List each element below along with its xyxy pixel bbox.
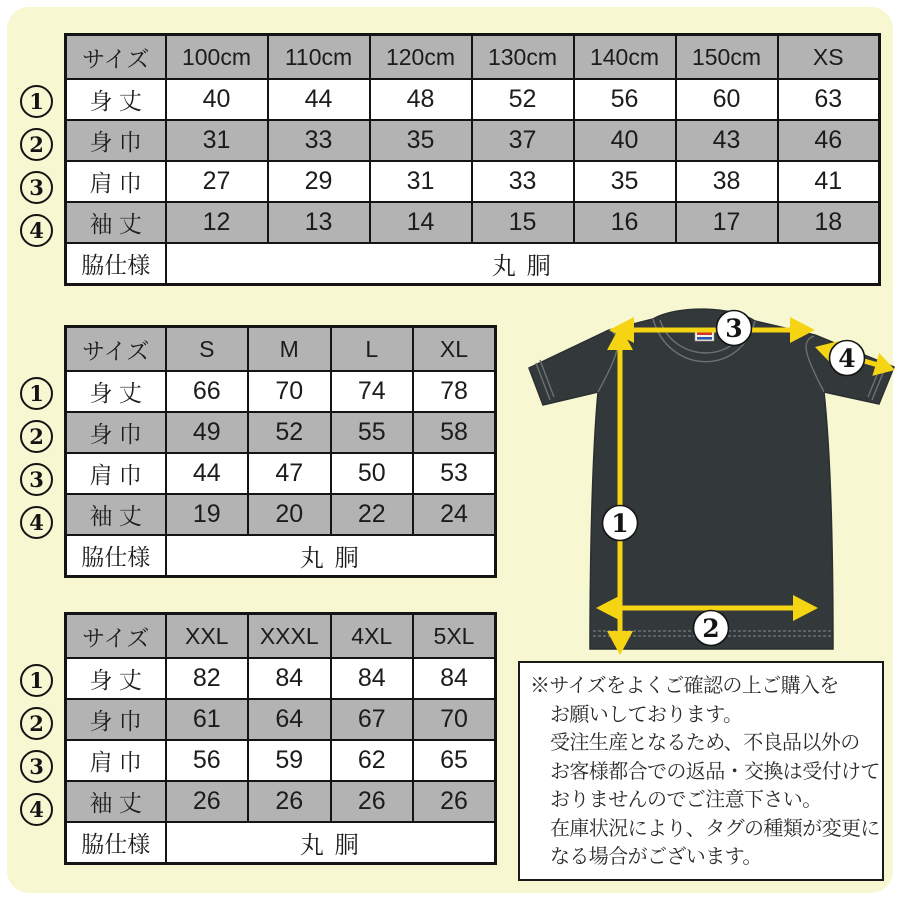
measure-row-label: 身 巾 <box>66 699 166 740</box>
row-number-circle-4: 4 <box>20 793 53 826</box>
measure-value-cell: 33 <box>472 161 574 202</box>
size-table-big <box>29 612 497 865</box>
measure-value-cell: 35 <box>574 161 676 202</box>
measure-value-cell: 67 <box>331 699 414 740</box>
notice-line: なる場合がございます。 <box>550 846 762 868</box>
row-number-circle-4: 4 <box>20 214 53 247</box>
measure-value-cell: 17 <box>676 202 778 243</box>
tshirt-measurement-diagram <box>503 297 899 661</box>
measure-row <box>66 658 496 699</box>
size-column-header: XXXL <box>248 614 331 659</box>
notice-line: おりませんのでご注意下さい。 <box>550 789 822 811</box>
row-number-circle-4: 4 <box>20 506 53 539</box>
size-column-header: 130cm <box>472 35 574 80</box>
measure-value-cell: 84 <box>331 658 414 699</box>
measure-value-cell: 40 <box>166 79 268 120</box>
measure-value-cell: 26 <box>166 781 249 822</box>
shirt-mark-4: 4 <box>838 344 856 373</box>
measure-value-cell: 62 <box>331 740 414 781</box>
row-number-circle-3: 3 <box>20 171 53 204</box>
measure-row-label: 身 丈 <box>66 371 166 412</box>
measure-value-cell: 33 <box>268 120 370 161</box>
measure-value-cell: 31 <box>166 120 268 161</box>
side-spec-row <box>66 535 496 577</box>
row-number-circle-3: 3 <box>20 750 53 783</box>
measure-value-cell: 24 <box>413 494 496 535</box>
row-number-circle-2: 2 <box>20 128 53 161</box>
measure-value-cell: 26 <box>413 781 496 822</box>
measure-value-cell: 70 <box>413 699 496 740</box>
measure-row-label: 身 巾 <box>66 412 166 453</box>
measure-value-cell: 49 <box>166 412 249 453</box>
size-table-adult <box>29 325 497 578</box>
measure-value-cell: 13 <box>268 202 370 243</box>
size-header-label: サイズ <box>66 35 166 80</box>
measure-value-cell: 64 <box>248 699 331 740</box>
row-number-circle-1: 1 <box>20 85 53 118</box>
measure-value-cell: 19 <box>166 494 249 535</box>
side-spec-label: 脇仕様 <box>66 243 166 285</box>
kids-xs-table <box>64 33 881 286</box>
measure-value-cell: 65 <box>413 740 496 781</box>
notice-line: お願いしております。 <box>550 703 743 726</box>
measure-value-cell: 40 <box>574 120 676 161</box>
measure-value-cell: 46 <box>778 120 880 161</box>
row-number-circle-1: 1 <box>20 377 53 410</box>
measure-value-cell: 44 <box>166 453 249 494</box>
measure-value-cell: 52 <box>472 79 574 120</box>
s-xl-table <box>64 325 497 578</box>
side-spec-label: 脇仕様 <box>66 822 166 864</box>
side-spec-value: 丸 胴 <box>166 535 496 577</box>
notice-line: 在庫状況により、タグの種類が変更に <box>550 817 880 840</box>
measure-value-cell: 59 <box>248 740 331 781</box>
measure-row <box>66 699 496 740</box>
measure-value-cell: 53 <box>413 453 496 494</box>
size-column-header: XS <box>778 35 880 80</box>
measure-row-label: 身 丈 <box>66 79 166 120</box>
measure-row <box>66 202 880 243</box>
size-column-header: XXL <box>166 614 249 659</box>
shirt-mark-1: 1 <box>611 509 629 538</box>
measure-value-cell: 15 <box>472 202 574 243</box>
measure-value-cell: 61 <box>166 699 249 740</box>
measure-value-cell: 70 <box>248 371 331 412</box>
notice-line: ※サイズをよくご確認の上ご購入を <box>530 675 839 697</box>
measure-row-label: 肩 巾 <box>66 453 166 494</box>
size-column-header: 5XL <box>413 614 496 659</box>
measure-row-label: 身 丈 <box>66 658 166 699</box>
size-column-header: 100cm <box>166 35 268 80</box>
measure-row <box>66 453 496 494</box>
measure-value-cell: 18 <box>778 202 880 243</box>
side-spec-value: 丸 胴 <box>166 243 880 285</box>
size-column-header: 150cm <box>676 35 778 80</box>
shirt-mark-2: 2 <box>702 614 720 643</box>
measure-value-cell: 27 <box>166 161 268 202</box>
size-column-header: 120cm <box>370 35 472 80</box>
measure-value-cell: 35 <box>370 120 472 161</box>
measure-row <box>66 494 496 535</box>
measure-value-cell: 14 <box>370 202 472 243</box>
side-spec-label: 脇仕様 <box>66 535 166 577</box>
measure-value-cell: 50 <box>331 453 414 494</box>
measure-value-cell: 16 <box>574 202 676 243</box>
shirt-mark-3: 3 <box>725 314 743 343</box>
size-column-header: 110cm <box>268 35 370 80</box>
measure-value-cell: 56 <box>574 79 676 120</box>
measure-value-cell: 52 <box>248 412 331 453</box>
measure-row <box>66 161 880 202</box>
measure-value-cell: 44 <box>268 79 370 120</box>
measure-row-label: 袖 丈 <box>66 202 166 243</box>
measure-row-label: 肩 巾 <box>66 740 166 781</box>
measure-value-cell: 82 <box>166 658 249 699</box>
size-column-header: 4XL <box>331 614 414 659</box>
size-table-kids <box>29 33 881 286</box>
measure-value-cell: 26 <box>331 781 414 822</box>
size-header-label: サイズ <box>66 614 166 659</box>
measure-row-label: 身 巾 <box>66 120 166 161</box>
measure-row <box>66 79 880 120</box>
measure-value-cell: 31 <box>370 161 472 202</box>
measure-value-cell: 55 <box>331 412 414 453</box>
measure-value-cell: 66 <box>166 371 249 412</box>
measure-value-cell: 20 <box>248 494 331 535</box>
side-spec-row <box>66 243 880 285</box>
measure-value-cell: 12 <box>166 202 268 243</box>
row-number-circle-1: 1 <box>20 664 53 697</box>
row-number-circle-2: 2 <box>20 420 53 453</box>
measure-value-cell: 48 <box>370 79 472 120</box>
measure-value-cell: 84 <box>248 658 331 699</box>
measure-row <box>66 781 496 822</box>
measure-value-cell: 29 <box>268 161 370 202</box>
measure-row-label: 袖 丈 <box>66 781 166 822</box>
purchase-notice-box <box>518 661 884 881</box>
measure-row <box>66 740 496 781</box>
measure-value-cell: 37 <box>472 120 574 161</box>
row-number-circle-3: 3 <box>20 463 53 496</box>
measure-value-cell: 58 <box>413 412 496 453</box>
measure-row-label: 肩 巾 <box>66 161 166 202</box>
measure-value-cell: 43 <box>676 120 778 161</box>
measure-value-cell: 38 <box>676 161 778 202</box>
measure-value-cell: 41 <box>778 161 880 202</box>
measure-row <box>66 412 496 453</box>
measure-value-cell: 74 <box>331 371 414 412</box>
measure-value-cell: 60 <box>676 79 778 120</box>
measure-row-label: 袖 丈 <box>66 494 166 535</box>
notice-line: お客様都合での返品・交換は受付けて <box>550 760 880 783</box>
measure-value-cell: 56 <box>166 740 249 781</box>
measure-row <box>66 120 880 161</box>
size-column-header: XL <box>413 327 496 372</box>
notice-line: 受注生産となるため、不良品以外の <box>550 732 860 754</box>
measure-value-cell: 47 <box>248 453 331 494</box>
measure-value-cell: 84 <box>413 658 496 699</box>
measure-value-cell: 63 <box>778 79 880 120</box>
size-column-header: 140cm <box>574 35 676 80</box>
row-number-circle-2: 2 <box>20 707 53 740</box>
xxl-5xl-table <box>64 612 497 865</box>
size-column-header: L <box>331 327 414 372</box>
notice-lines <box>530 672 880 872</box>
size-column-header: S <box>166 327 249 372</box>
measure-row <box>66 371 496 412</box>
side-spec-value: 丸 胴 <box>166 822 496 864</box>
measure-value-cell: 22 <box>331 494 414 535</box>
size-header-label: サイズ <box>66 327 166 372</box>
measure-value-cell: 26 <box>248 781 331 822</box>
side-spec-row <box>66 822 496 864</box>
size-column-header: M <box>248 327 331 372</box>
measure-value-cell: 78 <box>413 371 496 412</box>
